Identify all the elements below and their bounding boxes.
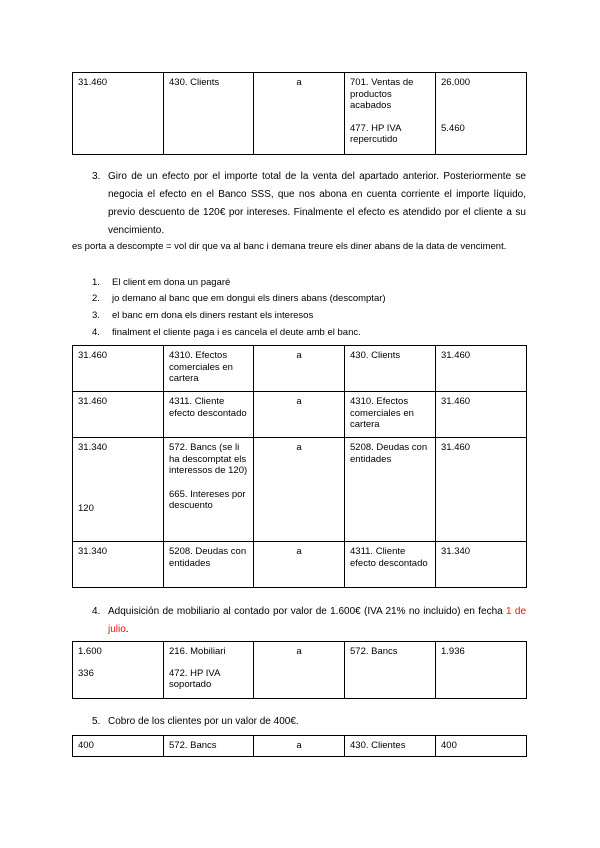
a-separator: a [254,642,345,699]
journal-table-1 [72,72,527,155]
debit-account: 4311. Cliente efecto descontado [164,392,254,438]
list-item: 4. finalment el cliente paga i es cancela el deute amb el banc. [92,327,361,338]
a-separator: a [254,73,345,155]
note-text: es porta a descompte = vol dir que va al banc i demana treure els diner abans de la data de venciment. [72,241,507,252]
journal-table-2 [72,345,527,588]
debit-amount: 1.600 336 [73,642,164,699]
credit-account: 4310. Efectos comerciales en cartera [345,392,436,438]
item-4-text: Adquisición de mobiliario al contado por valor de 1.600€ (IVA 21% no incluido) en fecha 1 de julio. [108,606,527,635]
credit-amount: 31.460 [436,392,527,438]
item-4-paragraph [92,603,526,639]
debit-account: 5208. Deudas con entidades [164,542,254,588]
credit-amount: 1.936 [436,642,527,699]
a-separator: a [254,736,345,757]
debit-account: 572. Bancs (se li ha descomptat els interessos de 120) 665. Intereses por descuento [164,438,254,542]
journal-table-3 [72,641,527,699]
credit-account: 572. Bancs [345,642,436,699]
credit-amount: 31.460 [436,438,527,542]
credit-account: 701. Ventas de productos acabados 477. HP IVA repercutido [345,73,436,155]
debit-amount: 31.460 [73,346,164,392]
credit-amount: 31.460 [436,346,527,392]
table-row [73,736,527,757]
credit-amount: 26.000 5.460 [436,73,527,155]
list-item: 2. jo demano al banc que em dongui els diners abans (descomptar) [92,293,386,304]
table-row [73,392,527,438]
item-5-number: 5. [92,716,101,727]
credit-amount: 31.340 [436,542,527,588]
item-4-number: 4. [92,606,101,617]
debit-account: 572. Bancs [164,736,254,757]
item-3-paragraph [92,168,526,240]
credit-account: 5208. Deudas con entidades [345,438,436,542]
list-item: 3. el banc em dona els diners restant els interesos [92,310,314,321]
a-separator: a [254,346,345,392]
credit-amount: 400 [436,736,527,757]
credit-account: 430. Clients [345,346,436,392]
table-row [73,346,527,392]
debit-account: 4310. Efectos comerciales en cartera [164,346,254,392]
table-row [73,542,527,588]
list-item: 1. El client em dona un pagaré [92,277,231,288]
journal-table-4 [72,735,527,757]
debit-account: 430. Clients [164,73,254,155]
item-3-number: 3. [92,171,101,182]
a-separator: a [254,392,345,438]
credit-account: 430. Clientes [345,736,436,757]
debit-amount: 31.340 [73,542,164,588]
debit-amount: 31.460 [73,73,164,155]
debit-account: 216. Mobiliari 472. HP IVA soportado [164,642,254,699]
credit-account: 4311. Cliente efecto descontado [345,542,436,588]
a-separator: a [254,438,345,542]
item-5-text: Cobro de los clientes por un valor de 400€. [108,716,299,727]
date-highlight: 1 de julio [108,606,527,635]
debit-amount: 400 [73,736,164,757]
debit-amount: 31.460 [73,392,164,438]
debit-amount: 31.340 120 [73,438,164,542]
table-row [73,438,527,542]
a-separator: a [254,542,345,588]
item-3-text: Giro de un efecto por el importe total de la venta del apartado anterior. Posteriormente se negocia el efecto en el Banco SSS, que nos abona en cuenta corriente el importe líquido, previo descuento de 120€ por intereses. Finalmente el efecto es atendido por el cliente a su vencimiento. [108,171,526,236]
table-row [73,73,527,155]
item-5-paragraph [92,713,526,731]
table-row [73,642,527,699]
